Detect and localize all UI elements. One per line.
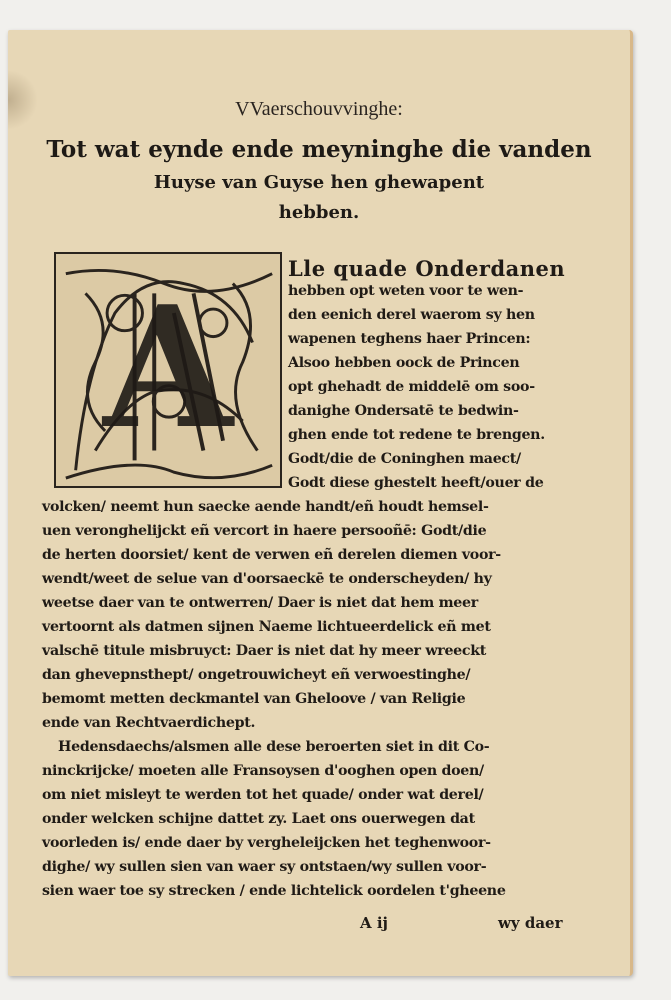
ornamental-initial-graphic [56, 254, 280, 486]
body-line-17: valschē titule misbruyct: Daer is niet dat hy meer wreeckt [42, 643, 487, 659]
body-line-22: ninckrijcke/ moeten alle Fransoysen d'ooghen open doen/ [42, 763, 484, 779]
body-line-25: voorleden is/ ende daer by vergheleijcken het teghenwoor- [42, 835, 491, 851]
body-line-5: Alsoo hebben oock de Princen [288, 355, 520, 371]
body-line-11: volcken/ neemt hun saecke aende handt/eñ houdt hemsel- [42, 499, 489, 515]
body-line-24: onder welcken schijne dattet zy. Laet ons ouerwegen dat [42, 811, 475, 827]
body-line-16: vertoornt als datmen sijnen Naeme lichtueerdelick eñ met [42, 619, 491, 635]
title-line-1: Tot wat eynde ende meyninghe die vanden [46, 136, 592, 163]
body-line-1: Lle quade Onderdanen [288, 256, 566, 281]
body-line-15: weetse daer van te ontwerren/ Daer is niet dat hem meer [42, 595, 478, 611]
body-line-14: wendt/weet de selue van d'oorsaeckē te onderscheyden/ hy [42, 571, 492, 587]
body-line-7: danighe Ondersatē te bedwin- [288, 403, 519, 419]
body-line-8: ghen ende tot redene te brengen. [288, 427, 545, 443]
book-page [8, 30, 633, 976]
body-line-6: opt ghehadt de middelē om soo- [288, 379, 535, 395]
body-line-26: dighe/ wy sullen sien van waer sy ontstaen/wy sullen voor- [42, 859, 487, 875]
catchword: wy daer [498, 914, 563, 932]
body-line-9: Godt/die de Coninghen maect/ [288, 451, 521, 467]
body-line-21: Hedensdaechs/alsmen alle dese beroerten siet in dit Co- [58, 739, 490, 755]
body-line-27: sien waer toe sy strecken / ende lichtelick oordelen t'gheene [42, 883, 506, 899]
body-line-4: wapenen teghens haer Princen: [288, 331, 531, 347]
title-line-2: Huyse van Guyse hen ghewapent [153, 172, 485, 193]
body-line-10: Godt diese ghestelt heeft/ouer de [288, 475, 544, 491]
body-line-13: de herten doorsiet/ kent de verwen eñ derelen diemen voor- [42, 547, 501, 563]
body-line-23: om niet misleyt te werden tot het quade/ onder wat derel/ [42, 787, 484, 803]
body-line-19: bemomt metten deckmantel van Gheloove / van Religie [42, 691, 466, 707]
body-line-12: uen veronghelijckt eñ vercort in haere persooñē: Godt/die [42, 523, 487, 539]
body-line-18: dan ghevepnsthept/ ongetrouwicheyt eñ verwoestinghe/ [42, 667, 471, 683]
running-title: VVaerschouvvinghe: [235, 98, 403, 120]
title-line-3: hebben. [278, 202, 360, 223]
signature-mark: A ij [360, 914, 388, 932]
decorated-initial-letter [54, 252, 282, 488]
body-line-2: hebben opt weten voor te wen- [288, 283, 524, 299]
body-line-20: ende van Rechtvaerdichept. [42, 715, 256, 731]
initial-letter-glyph: A [103, 270, 233, 466]
body-line-3: den eenich derel waerom sy hen [288, 307, 535, 323]
